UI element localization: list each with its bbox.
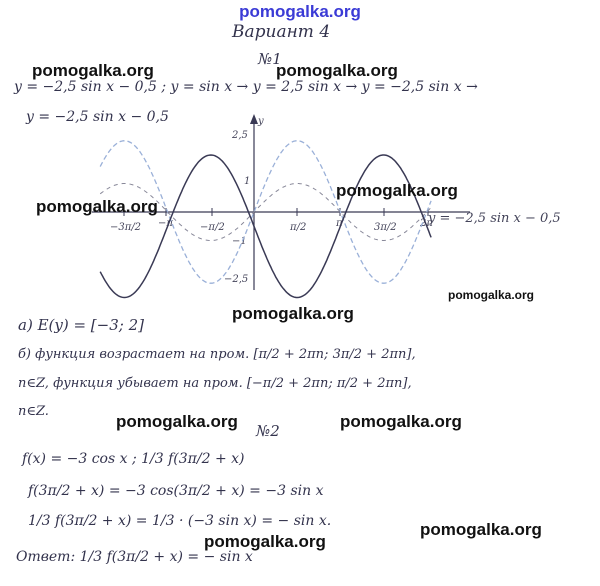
watermark[interactable]: pomogalka.org: [276, 61, 398, 80]
watermark[interactable]: pomogalka.org: [32, 61, 154, 80]
answer-b-line3: n∈Z.: [18, 404, 49, 419]
tick-x-minus-pi-2: −π/2: [200, 222, 225, 233]
watermark[interactable]: pomogalka.org: [232, 304, 354, 323]
tick-x-minus-3pi-2: −3π/2: [110, 222, 142, 233]
curve-label: y = −2,5 sin x − 0,5: [428, 211, 561, 226]
task1-transform-line: y = −2,5 sin x − 0,5 ; y = sin x → y = 2,5 sin x → y = −2,5 sin x →: [14, 79, 478, 95]
tick-x-pi: π: [336, 218, 343, 229]
tick-y-minus-one: −1: [232, 236, 247, 247]
answer-b-line1: б) функция возрастает на пром. [π/2 + 2πn; 3π/2 + 2πn],: [18, 347, 416, 362]
task1-number: №1: [258, 50, 282, 68]
tick-y-bottom: −2,5: [224, 274, 249, 285]
y-axis-arrow: [250, 114, 258, 124]
answer-b-line2: n∈Z, функция убывает на пром. [−π/2 + 2πn; π/2 + 2πn],: [18, 376, 412, 391]
tick-y-top: 2,5: [232, 130, 248, 141]
tick-x-pi-2: π/2: [290, 222, 307, 233]
variant-title: Вариант 4: [232, 22, 331, 42]
watermark[interactable]: pomogalka.org: [340, 412, 462, 431]
task1-target-function: y = −2,5 sin x − 0,5: [26, 109, 169, 125]
tick-x-2pi: 2π: [420, 218, 433, 229]
watermark[interactable]: pomogalka.org: [204, 532, 326, 551]
watermark[interactable]: pomogalka.org: [336, 181, 458, 200]
y-axis-label: y: [258, 116, 264, 127]
watermark[interactable]: pomogalka.org: [36, 197, 158, 216]
watermark-top[interactable]: pomogalka.org: [239, 2, 361, 21]
tick-y-one: 1: [244, 176, 251, 187]
tick-x-3pi-2: 3π/2: [374, 222, 397, 233]
tick-x-minus-pi: −π: [158, 218, 173, 229]
watermark[interactable]: pomogalka.org: [448, 288, 535, 302]
watermark[interactable]: pomogalka.org: [420, 520, 542, 539]
task2-line3: 1/3 f(3π/2 + x) = 1/3 · (−3 sin x) = − sin x.: [28, 513, 332, 529]
task2-number: №2: [256, 422, 280, 440]
answer-a: а) E(y) = [−3; 2]: [18, 316, 144, 334]
watermark[interactable]: pomogalka.org: [116, 412, 238, 431]
task2-line2: f(3π/2 + x) = −3 cos(3π/2 + x) = −3 sin x: [28, 483, 324, 499]
task2-answer: Ответ: 1/3 f(3π/2 + x) = − sin x: [16, 549, 253, 565]
task2-line1: f(x) = −3 cos x ; 1/3 f(3π/2 + x): [22, 451, 245, 467]
